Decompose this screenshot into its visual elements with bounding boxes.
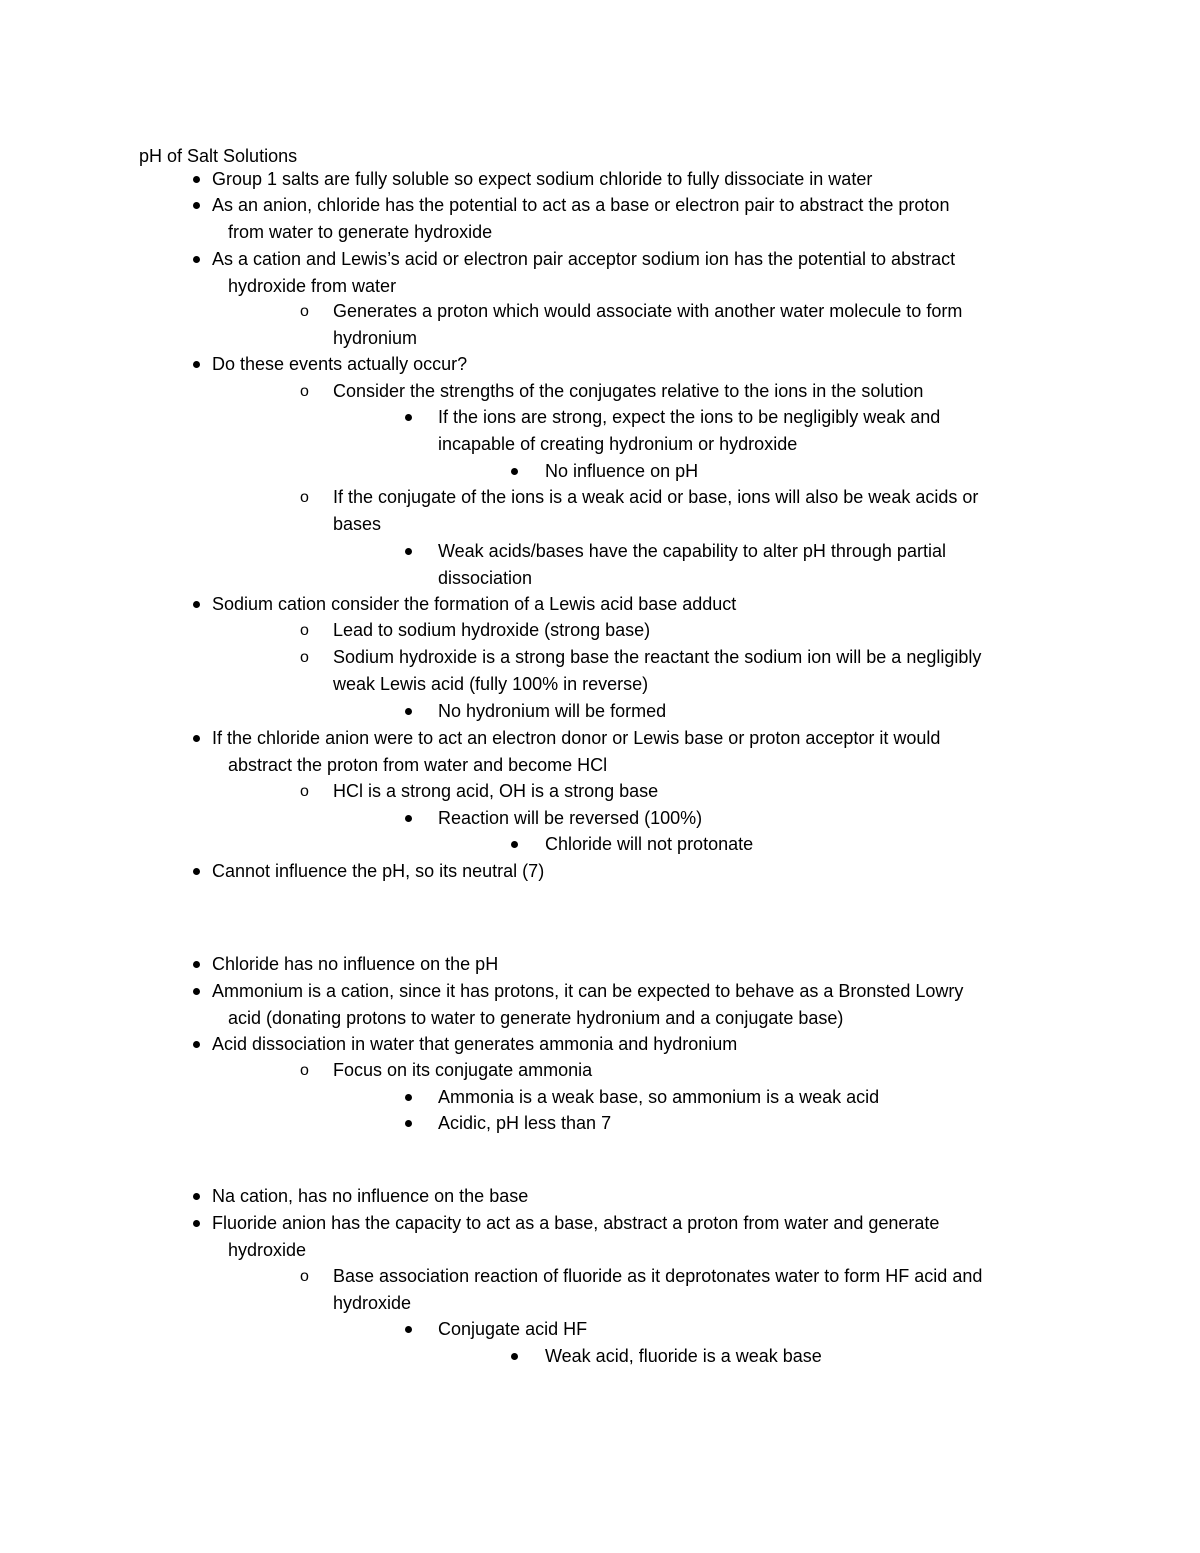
list-item-text: hydroxide <box>228 1239 307 1260</box>
list-item-text: If the conjugate of the ions is a weak acid or base, ions will also be weak acids or <box>333 487 979 507</box>
list-item-text: from water to generate hydroxide <box>228 221 493 242</box>
list-item-text: No influence on pH <box>545 461 699 481</box>
circle-bullet-icon: o <box>300 1062 309 1079</box>
list-item-text: Sodium cation consider the formation of a Lewis acid base adduct <box>212 594 737 614</box>
list-item <box>299 378 1080 405</box>
list-item-text: Ammonium is a cation, since it has protons, it can be expected to behave as a Bronsted Lowry <box>212 981 964 1001</box>
list-item-text: Base association reaction of fluoride as it deprotonates water to form HF acid and <box>333 1266 983 1286</box>
list-item <box>190 951 1080 978</box>
list-item <box>402 404 1080 457</box>
list-item <box>402 698 1080 725</box>
list-item-text: As a cation and Lewis’s acid or electron pair acceptor sodium ion has the potential to abstract <box>212 249 956 269</box>
circle-bullet-icon: o <box>300 783 309 800</box>
list-item <box>190 1031 1080 1058</box>
list-item <box>190 1210 1080 1263</box>
list-item <box>190 725 1080 778</box>
list-item-text: Conjugate acid HF <box>438 1319 588 1339</box>
list-item <box>299 1263 1080 1316</box>
circle-bullet-icon: o <box>300 489 309 506</box>
list-item <box>190 246 1080 299</box>
circle-bullet-icon: o <box>300 383 309 400</box>
list-item-text: Weak acids/bases have the capability to alter pH through partial <box>438 541 946 561</box>
document-title: pH of Salt Solutions <box>139 146 298 166</box>
list-item-text: As an anion, chloride has the potential to act as a base or electron pair to abstract the proton <box>212 195 950 215</box>
circle-bullet-icon: o <box>300 303 309 320</box>
list-item-text: HCl is a strong acid, OH is a strong base <box>333 781 659 801</box>
circle-bullet-icon: o <box>300 622 309 639</box>
list-item <box>402 1084 1080 1111</box>
list-item-text: Ammonia is a weak base, so ammonium is a weak acid <box>438 1087 880 1107</box>
list-item <box>299 298 1080 351</box>
list-item-text: Chloride will not protonate <box>545 834 754 854</box>
list-item <box>190 351 1080 378</box>
list-item-text: Generates a proton which would associate with another water molecule to form <box>333 301 963 321</box>
list-item <box>299 1057 1080 1084</box>
list-item-text: abstract the proton from water and become HCl <box>228 754 608 775</box>
list-item <box>402 1110 1080 1137</box>
list-item-text: Cannot influence the pH, so its neutral (7) <box>212 861 545 881</box>
list-item <box>190 1183 1080 1210</box>
list-item <box>190 192 1080 245</box>
list-item-text: No hydronium will be formed <box>438 701 667 721</box>
list-item-text: Chloride has no influence on the pH <box>212 954 499 974</box>
list-item <box>299 778 1080 805</box>
list-item-text: Do these events actually occur? <box>212 354 468 374</box>
list-item <box>508 458 1080 485</box>
list-item-text: Fluoride anion has the capacity to act as a base, abstract a proton from water and generate <box>212 1213 940 1233</box>
circle-bullet-icon: o <box>300 649 309 666</box>
list-item-text: hydronium <box>333 327 418 348</box>
list-item <box>299 644 1080 697</box>
list-item <box>402 1316 1080 1343</box>
list-item-text: Acid dissociation in water that generates ammonia and hydronium <box>212 1034 738 1054</box>
list-item-text: Weak acid, fluoride is a weak base <box>545 1346 822 1366</box>
list-item-text: Sodium hydroxide is a strong base the reactant the sodium ion will be a negligibly <box>333 647 982 667</box>
list-item-text: Reaction will be reversed (100%) <box>438 808 703 828</box>
list-item-text: Focus on its conjugate ammonia <box>333 1060 593 1080</box>
list-item-text: acid (donating protons to water to generate hydronium and a conjugate base) <box>228 1007 844 1028</box>
list-item-text: If the chloride anion were to act an electron donor or Lewis base or proton acceptor it would <box>212 728 941 748</box>
list-item <box>299 617 1080 644</box>
list-item <box>190 858 1080 885</box>
list-item-text: Consider the strengths of the conjugates relative to the ions in the solution <box>333 381 924 401</box>
list-item-text: Acidic, pH less than 7 <box>438 1113 612 1133</box>
list-item <box>508 831 1080 858</box>
list-item <box>299 484 1080 537</box>
circle-bullet-icon: o <box>300 1268 309 1285</box>
list-item <box>402 805 1080 832</box>
list-item-text: Na cation, has no influence on the base <box>212 1186 529 1206</box>
list-item-text: Group 1 salts are fully soluble so expect sodium chloride to fully dissociate in water <box>212 169 873 189</box>
list-item <box>508 1343 1080 1370</box>
list-item-text: incapable of creating hydronium or hydroxide <box>438 433 798 454</box>
list-item-text: bases <box>333 513 382 534</box>
list-item <box>190 591 1080 618</box>
list-item <box>402 538 1080 591</box>
list-item-text: dissociation <box>438 567 533 588</box>
list-item-text: If the ions are strong, expect the ions to be negligibly weak and <box>438 407 941 427</box>
list-item-text: hydroxide <box>333 1292 412 1313</box>
list-item-text: weak Lewis acid (fully 100% in reverse) <box>333 673 649 694</box>
list-item <box>190 166 1080 193</box>
list-item-text: hydroxide from water <box>228 275 397 296</box>
list-item <box>190 978 1080 1031</box>
list-item-text: Lead to sodium hydroxide (strong base) <box>333 620 651 640</box>
